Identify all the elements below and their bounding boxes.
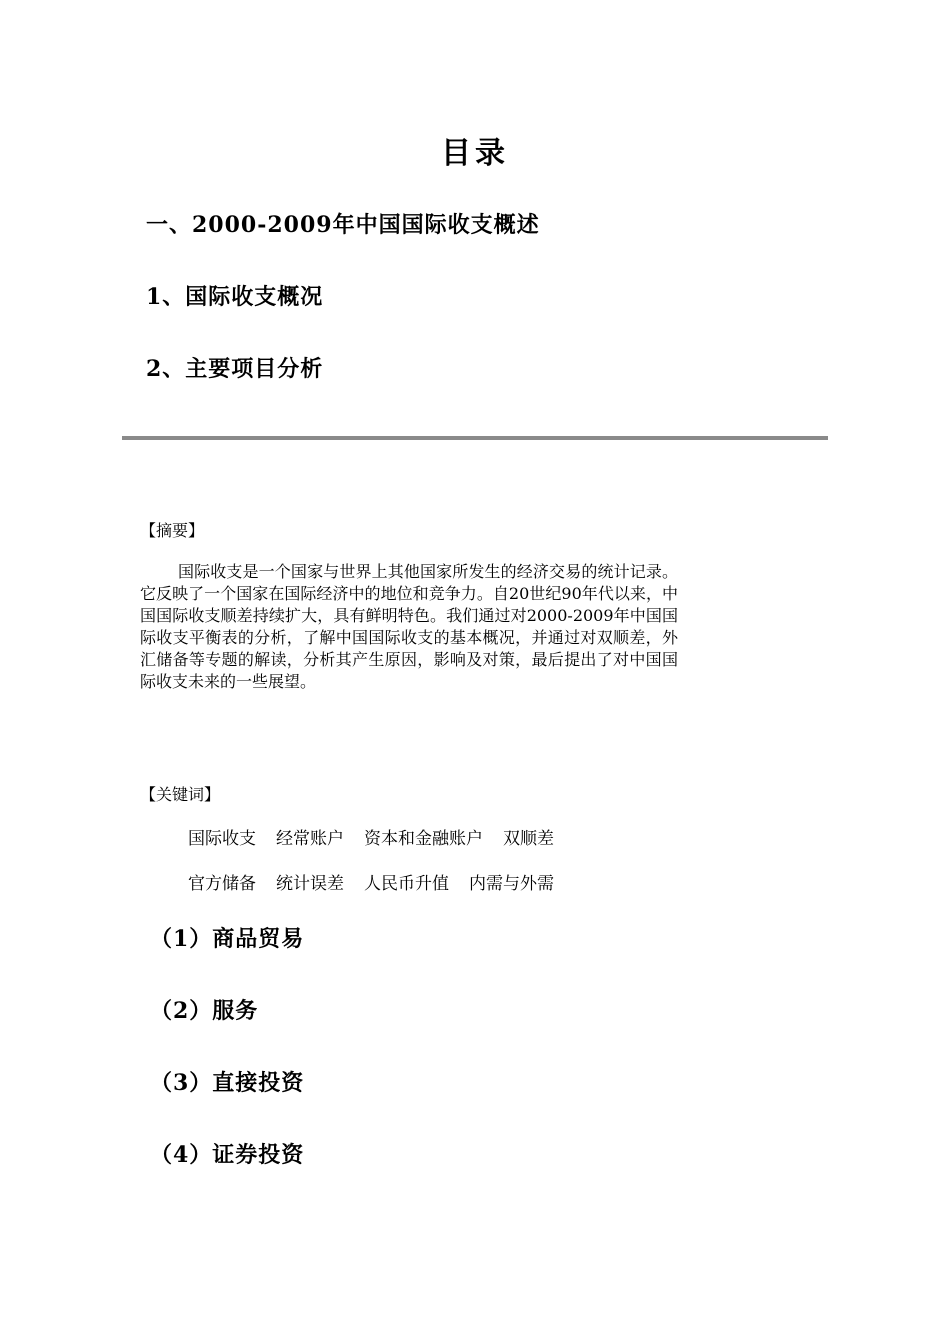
keyword: 官方储备 — [188, 874, 256, 894]
abstract-label: 【摘要】 — [140, 521, 205, 540]
subsection-services: （2）服务 — [150, 998, 259, 1024]
subsection-goods-trade: （1）商品贸易 — [150, 926, 305, 952]
subsection-direct-investment: （3）直接投资 — [150, 1070, 305, 1096]
keyword: 国际收支 — [188, 829, 256, 849]
keyword: 人民币升值 — [364, 874, 449, 894]
section-divider — [122, 436, 828, 440]
keywords-row-1 — [188, 824, 574, 849]
keywords-row-2 — [188, 869, 574, 894]
abstract-body: 国际收支是一个国家与世界上其他国家所发生的经济交易的统计记录。它反映了一个国家在国际经济中的地位和竞争力。自20世纪90年代以来，中国国际收支顺差持续扩大，具有鲜明特色。我们通过对2000-2009年中国国际收支平衡表的分析，了解中国国际收支的基本概况，并通过对双顺差，外汇储备等专题的解读，分析其产生原因，影响及对策，最后提出了对中国国际收支未来的一些展望。 — [140, 562, 678, 691]
toc-item-balance-overview: 1、国际收支概况 — [146, 284, 324, 310]
keyword: 统计误差 — [276, 874, 344, 894]
keyword: 资本和金融账户 — [364, 829, 483, 849]
toc-title: 目录 — [441, 136, 509, 171]
keyword: 经常账户 — [276, 829, 344, 849]
toc-item-main-items: 2、主要项目分析 — [146, 356, 324, 382]
subsection-portfolio-investment: （4）证券投资 — [150, 1142, 305, 1168]
keyword: 内需与外需 — [469, 874, 554, 894]
keyword: 双顺差 — [503, 829, 554, 849]
toc-item-overview: 一、2000-2009年中国国际收支概述 — [146, 212, 540, 238]
keywords-label: 【关键词】 — [140, 785, 221, 804]
